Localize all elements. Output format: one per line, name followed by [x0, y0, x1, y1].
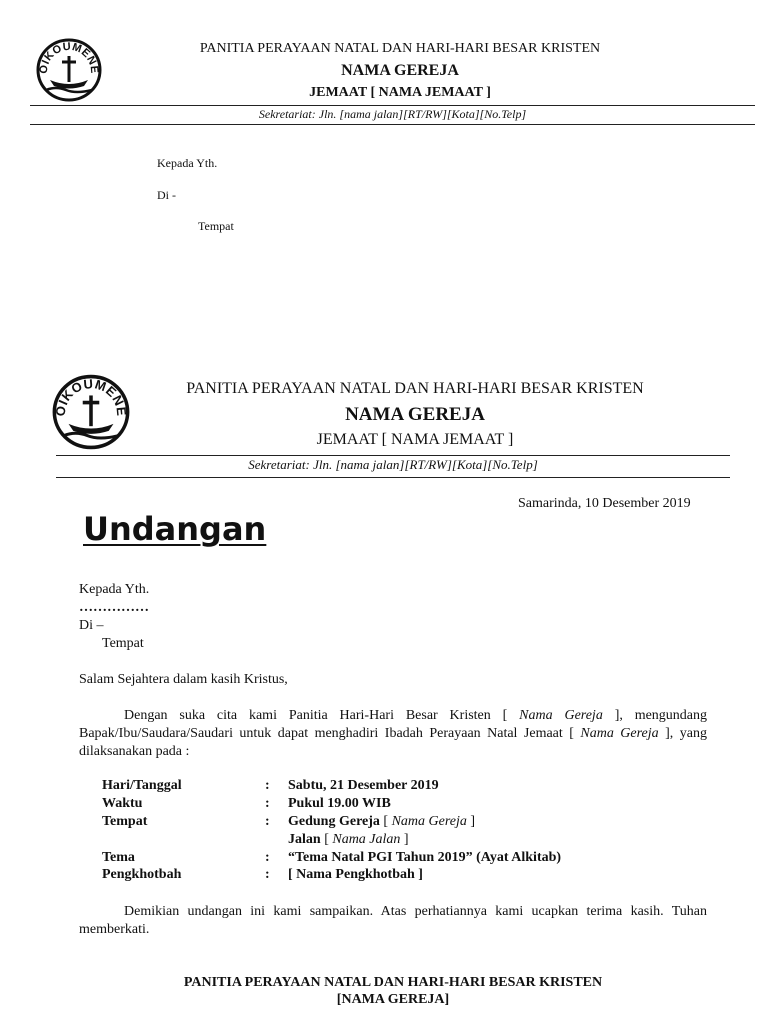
detail-value: [ Nama Pengkhotbah ] [288, 867, 423, 882]
detail-label: Pengkhotbah [102, 867, 182, 882]
header-small-secretariat: Sekretariat: Jln. [nama jalan][RT/RW][Kota][No.Telp] [258, 107, 527, 121]
envelope-di: Di - [157, 188, 176, 202]
detail-value: Pukul 19.00 WIB [288, 796, 391, 811]
letter-title: Undangan [83, 510, 267, 548]
letter-date: Samarinda, 10 Desember 2019 [518, 496, 691, 511]
detail-label: Tema [102, 850, 135, 865]
header-large-bottom-rule [56, 477, 730, 478]
detail-label: Tempat [102, 814, 148, 829]
detail-value: Gedung Gereja [ Nama Gereja ] [288, 814, 476, 829]
header-small-line3: JEMAAT [ NAMA JEMAAT ] [309, 85, 491, 100]
letter-greeting: Salam Sejahtera dalam kasih Kristus, [79, 672, 288, 687]
detail-label: Hari/Tanggal [102, 778, 182, 793]
header-large-line3: JEMAAT [ NAMA JEMAAT ] [316, 431, 514, 448]
detail-value: Jalan [ Nama Jalan ] [288, 832, 409, 847]
oikoumene-logo-large [52, 374, 130, 450]
svg-text:OIKOUMENE: OIKOUMENE [52, 376, 130, 417]
envelope-place: Tempat [198, 219, 234, 233]
oikoumene-ship-icon [52, 374, 130, 450]
envelope-to: Kepada Yth. [157, 156, 218, 170]
detail-label: Waktu [102, 796, 143, 811]
header-large-line2: NAMA GEREJA [345, 404, 485, 425]
svg-text:OIKOUMENE: OIKOUMENE [37, 40, 101, 75]
header-small-line2: NAMA GEREJA [341, 62, 459, 79]
header-small-line1: PANITIA PERAYAAN NATAL DAN HARI-HARI BESAR KRISTEN [199, 41, 601, 56]
header-large-top-rule [56, 455, 730, 456]
detail-value: Sabtu, 21 Desember 2019 [288, 778, 439, 793]
header-small-bottom-rule [30, 124, 755, 125]
letter-signature-line1: PANITIA PERAYAAN NATAL DAN HARI-HARI BESAR KRISTEN [183, 975, 603, 990]
letter-body-paragraph: Dengan suka cita kami Panitia Hari-Hari Besar Kristen [ Nama Gereja ], mengundang Bapak/Ibu/Saudara/Saudari untuk dapat menghadiri Ibadah Perayaan Natal Jemaat [ Nama Gereja ], yang dilaksanakan pada : [79, 708, 708, 759]
letter-to: Kepada Yth. [79, 582, 150, 597]
letter-recipient-dots: …………… [79, 600, 149, 615]
letter-signature-line2: [NAMA GEREJA] [336, 992, 450, 1007]
letter-di: Di – [79, 618, 104, 633]
header-large-line1: PANITIA PERAYAAN NATAL DAN HARI-HARI BESAR KRISTEN [186, 380, 644, 397]
header-large-secretariat: Sekretariat: Jln. [nama jalan][RT/RW][Kota][No.Telp] [248, 457, 538, 472]
detail-value: “Tema Natal PGI Tahun 2019” (Ayat Alkitab) [288, 850, 562, 865]
header-small-top-rule [30, 105, 755, 106]
letter-closing: Demikian undangan ini kami sampaikan. Atas perhatiannya kami ucapkan terima kasih. Tuhan memberkati. [79, 904, 707, 937]
letter-place: Tempat [102, 636, 144, 651]
oikoumene-logo-small [36, 38, 102, 102]
oikoumene-ship-icon [36, 38, 102, 102]
